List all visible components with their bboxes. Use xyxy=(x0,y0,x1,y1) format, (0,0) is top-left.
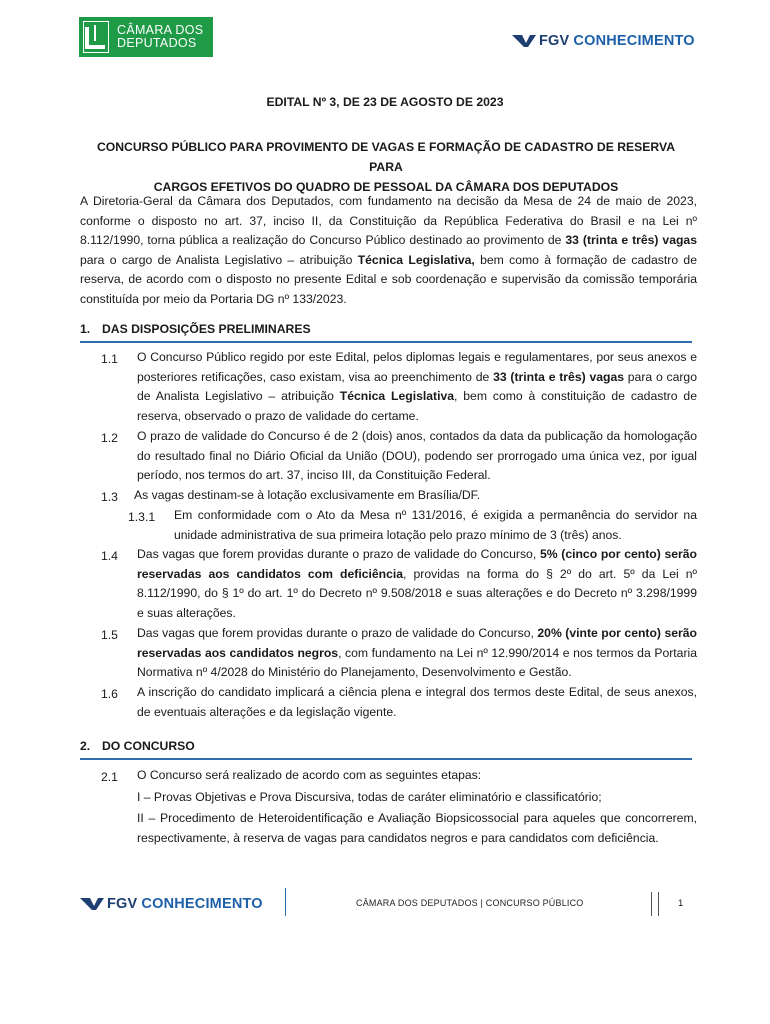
camara-logo-line2: DEPUTADOS xyxy=(117,36,197,50)
section-label: DAS DISPOSIÇÕES PRELIMINARES xyxy=(102,322,311,336)
footer-divider xyxy=(285,888,286,916)
item-1-1-text: O Concurso Público regido por este Edital, pelos diplomas legais e regulamentares, por seus anexos e posteriores retificações, caso existam, visa ao preenchimento de 33 (trinta e três) vagas para o cargo de Analista Legislativo – atribuição Técnica Legislativa, bem como à constituição de cadastro de reserva, observado o prazo de validade do certame. xyxy=(137,350,697,423)
item-1-5-text: Das vagas que forem providas durante o prazo de validade do Concurso, 20% (vinte por cento) serão reservadas aos candidatos negros, com fundamento na Lei nº 12.990/2014 e nos termos da Portaria Normativa nº 4/2028 do Ministério do Planejamento, Desenvolvimento e Gestão. xyxy=(137,626,697,679)
footer-center-text: CÂMARA DOS DEPUTADOS | CONCURSO PÚBLICO xyxy=(356,898,584,908)
fgv-wing-icon xyxy=(512,35,536,47)
item-2-1-text: O Concurso será realizado de acordo com as seguintes etapas: xyxy=(137,768,482,782)
item-1-4-text: Das vagas que forem providas durante o prazo de validade do Concurso, 5% (cinco por cento) serão reservadas aos candidatos com deficiência, providas na forma do § 2º do art. 5º da Lei nº 8.112/1990, do § 1º do art. 1º do Decreto nº 9.508/2018 e suas alterações e do Decreto nº 3.298/1999 e suas alterações. xyxy=(137,547,697,620)
section-label: DO CONCURSO xyxy=(102,739,195,753)
fgv-logo-footer xyxy=(80,896,263,912)
section-divider xyxy=(80,758,692,760)
camara-logo-line1: CÂMARA DOS xyxy=(117,23,204,37)
intro-paragraph: A Diretoria-Geral da Câmara dos Deputados, com fundamento na decisão da Mesa de 24 de maio de 2023, conforme o disposto no art. 37, inciso II, da Constituição da República Federativa do Brasil e na Lei nº 8.112/1990, torna pública a realização do Concurso Público destinado ao provimento de 33 (trinta e três) vagas para o cargo de Analista Legislativo – atribuição Técnica Legislativa, bem como à formação de cadastro de reserva, de acordo com o disposto no presente Edital e sob coordenação e supervisão da comissão temporária constituída por meio da Portaria DG nº 133/2023. xyxy=(80,194,697,306)
fgv-wing-icon xyxy=(80,898,104,910)
item-number: 1.1 xyxy=(101,352,118,366)
fgv-name-text: CONHECIMENTO xyxy=(141,896,263,912)
item-number: 1.2 xyxy=(101,431,118,445)
document-title: EDITAL Nº 3, DE 23 DE AGOSTO DE 2023 xyxy=(266,95,504,109)
section-number: 1. xyxy=(80,322,91,336)
item-number: 1.5 xyxy=(101,628,118,642)
section-divider xyxy=(80,341,692,343)
item-number: 1.3.1 xyxy=(128,510,156,524)
fgv-logo-header xyxy=(512,33,695,49)
fgv-name-text: CONHECIMENTO xyxy=(573,33,695,49)
subtitle-line1: CONCURSO PÚBLICO PARA PROVIMENTO DE VAGAS E FORMAÇÃO DE CADASTRO DE RESERVA PARA xyxy=(96,140,676,174)
footer-divider xyxy=(658,892,659,916)
subtitle-line2: CARGOS EFETIVOS DO QUADRO DE PESSOAL DA CÂMARA DOS DEPUTADOS xyxy=(153,180,619,194)
item-1-3-1-text: Em conformidade com o Ato da Mesa nº 131/2016, é exigida a permanência do servidor na unidade administrativa de sua primeira lotação pelo prazo mínimo de 3 (três) anos. xyxy=(174,508,697,542)
item-number: 1.6 xyxy=(101,687,118,701)
camara-building-icon xyxy=(79,17,113,57)
camara-logo xyxy=(79,17,213,57)
item-1-6-text: A inscrição do candidato implicará a ciência plena e integral dos termos deste Edital, de seus anexos, de eventuais alterações e da legislação vigente. xyxy=(137,685,697,719)
fgv-brand-text: FGV xyxy=(539,33,570,49)
item-2-1-stage-2: II – Procedimento de Heteroidentificação e Avaliação Biopsicossocial para aqueles que concorrerem, respectivamente, à reserva de vagas para candidatos negros e para candidatos com deficiência. xyxy=(137,811,697,845)
item-number: 1.3 xyxy=(101,490,118,504)
section-number: 2. xyxy=(80,739,91,753)
item-1-2-text: O prazo de validade do Concurso é de 2 (dois) anos, contados da data da publicação da homologação do resultado final no Diário Oficial da União (DOU), podendo ser prorrogado uma única vez, por igual período, nos termos do art. 37, inciso III, da Constituição Federal. xyxy=(137,429,697,482)
footer-divider xyxy=(651,892,652,916)
page-number: 1 xyxy=(678,898,684,909)
fgv-brand-text: FGV xyxy=(107,896,138,912)
item-number: 1.4 xyxy=(101,549,118,563)
document-subtitle xyxy=(80,137,692,197)
item-1-3-text: As vagas destinam-se à lotação exclusivamente em Brasília/DF. xyxy=(134,488,481,502)
item-2-1-stage-1: I – Provas Objetivas e Prova Discursiva, todas de caráter eliminatório e classificatório; xyxy=(137,790,602,804)
item-number: 2.1 xyxy=(101,770,118,784)
